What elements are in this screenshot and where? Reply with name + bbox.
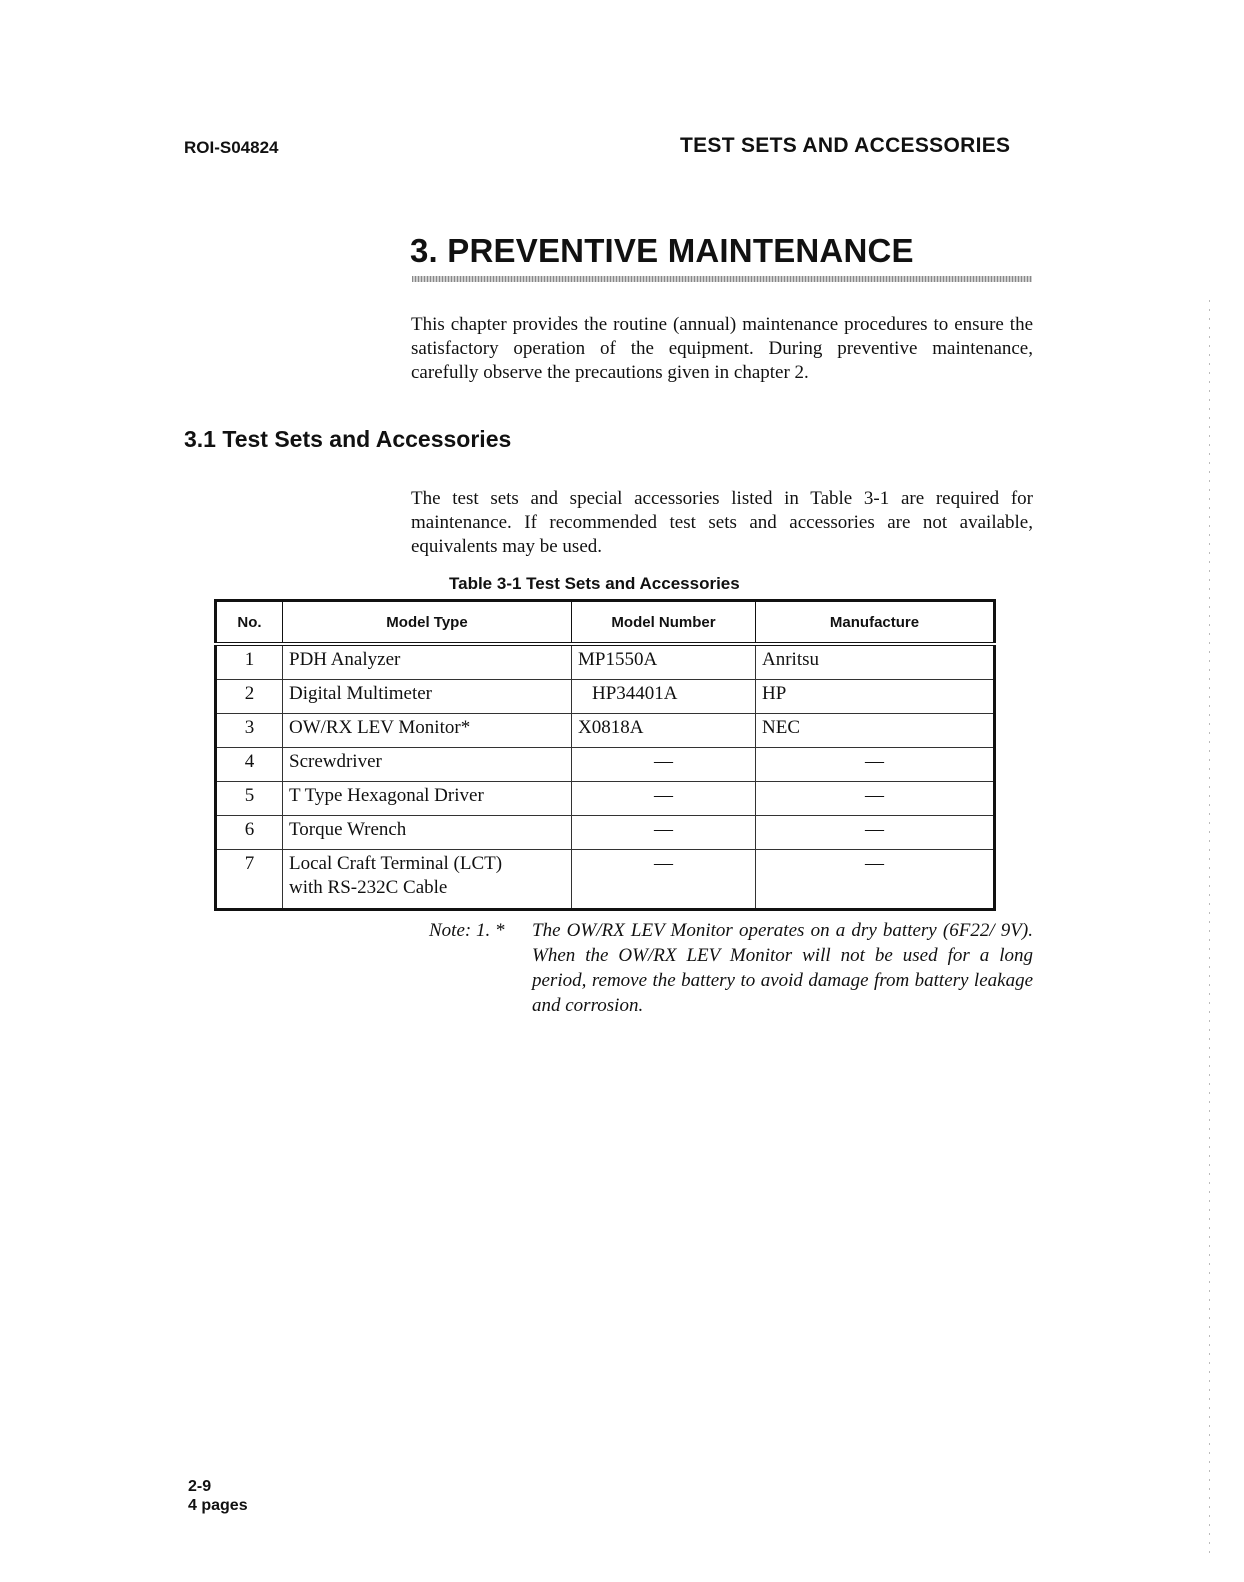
section-body: The test sets and special accessories listed in Table 3-1 are required for maintenance. If recommended test sets and accessories are not available, equivalents may be used.	[411, 488, 1033, 557]
table-caption: Table 3-1 Test Sets and Accessories	[449, 574, 740, 593]
section-title: 3.1 Test Sets and Accessories	[184, 426, 512, 452]
cell-no: 1	[216, 644, 283, 680]
cell-manufacture: Anritsu	[756, 644, 995, 680]
running-header-title: TEST SETS AND ACCESSORIES	[680, 134, 1011, 157]
cell-model-number: —	[572, 850, 756, 910]
note-label: Note: 1. *	[429, 920, 505, 941]
page-footer	[188, 1477, 248, 1515]
chapter-title: 3. PREVENTIVE MAINTENANCE	[410, 232, 914, 269]
header-model-number: Model Number	[572, 601, 756, 645]
cell-model-type	[283, 850, 572, 910]
table-row	[216, 714, 995, 748]
cell-model-type: OW/RX LEV Monitor*	[283, 714, 572, 748]
cell-no: 5	[216, 782, 283, 816]
note-text: The OW/RX LEV Monitor operates on a dry battery (6F22/ 9V). When the OW/RX LEV Monitor will not be used for a long period, remove the battery to avoid damage from battery leakage and corrosion.	[532, 920, 1033, 1016]
table-row	[216, 748, 995, 782]
cell-no: 7	[216, 850, 283, 910]
cell-model-number: MP1550A	[572, 644, 756, 680]
cell-no: 2	[216, 680, 283, 714]
cell-model-type: Torque Wrench	[283, 816, 572, 850]
cell-no: 6	[216, 816, 283, 850]
scan-edge-artifact	[1209, 300, 1210, 1560]
cell-model-number: —	[572, 816, 756, 850]
cell-manufacture: —	[756, 748, 995, 782]
table-row	[216, 816, 995, 850]
cell-model-number: —	[572, 748, 756, 782]
cell-model-number: HP34401A	[572, 680, 756, 714]
cell-model-type: PDH Analyzer	[283, 644, 572, 680]
cell-model-number: X0818A	[572, 714, 756, 748]
page-number: 2-9	[188, 1478, 212, 1495]
table-row	[216, 850, 995, 910]
table-header-row	[216, 601, 995, 645]
table-row	[216, 782, 995, 816]
cell-manufacture: —	[756, 850, 995, 910]
header-manufacture: Manufacture	[756, 601, 995, 645]
cell-no: 4	[216, 748, 283, 782]
cell-model-type: Screwdriver	[283, 748, 572, 782]
cell-model-number: —	[572, 782, 756, 816]
title-rule	[412, 276, 1032, 282]
chapter-intro: This chapter provides the routine (annual) maintenance procedures to ensure the satisfactory operation of the equipment. During preventive maintenance, carefully observe the precautions given in chapter 2.	[411, 314, 1033, 383]
table-note	[429, 918, 1033, 1018]
header-model-type: Model Type	[283, 601, 572, 645]
cell-manufacture: —	[756, 782, 995, 816]
table-row	[216, 644, 995, 680]
cell-manufacture: —	[756, 816, 995, 850]
document-id: ROI-S04824	[184, 138, 279, 157]
cell-manufacture: NEC	[756, 714, 995, 748]
cell-model-type-line-2: with RS-232C Cable	[289, 877, 448, 898]
header-no: No.	[216, 601, 283, 645]
cell-no: 3	[216, 714, 283, 748]
cell-model-type-line-1: Local Craft Terminal (LCT)	[289, 853, 503, 874]
page-count: 4 pages	[188, 1497, 248, 1514]
table-row	[216, 680, 995, 714]
cell-model-type: T Type Hexagonal Driver	[283, 782, 572, 816]
accessories-table	[214, 599, 996, 911]
cell-model-type: Digital Multimeter	[283, 680, 572, 714]
cell-manufacture: HP	[756, 680, 995, 714]
